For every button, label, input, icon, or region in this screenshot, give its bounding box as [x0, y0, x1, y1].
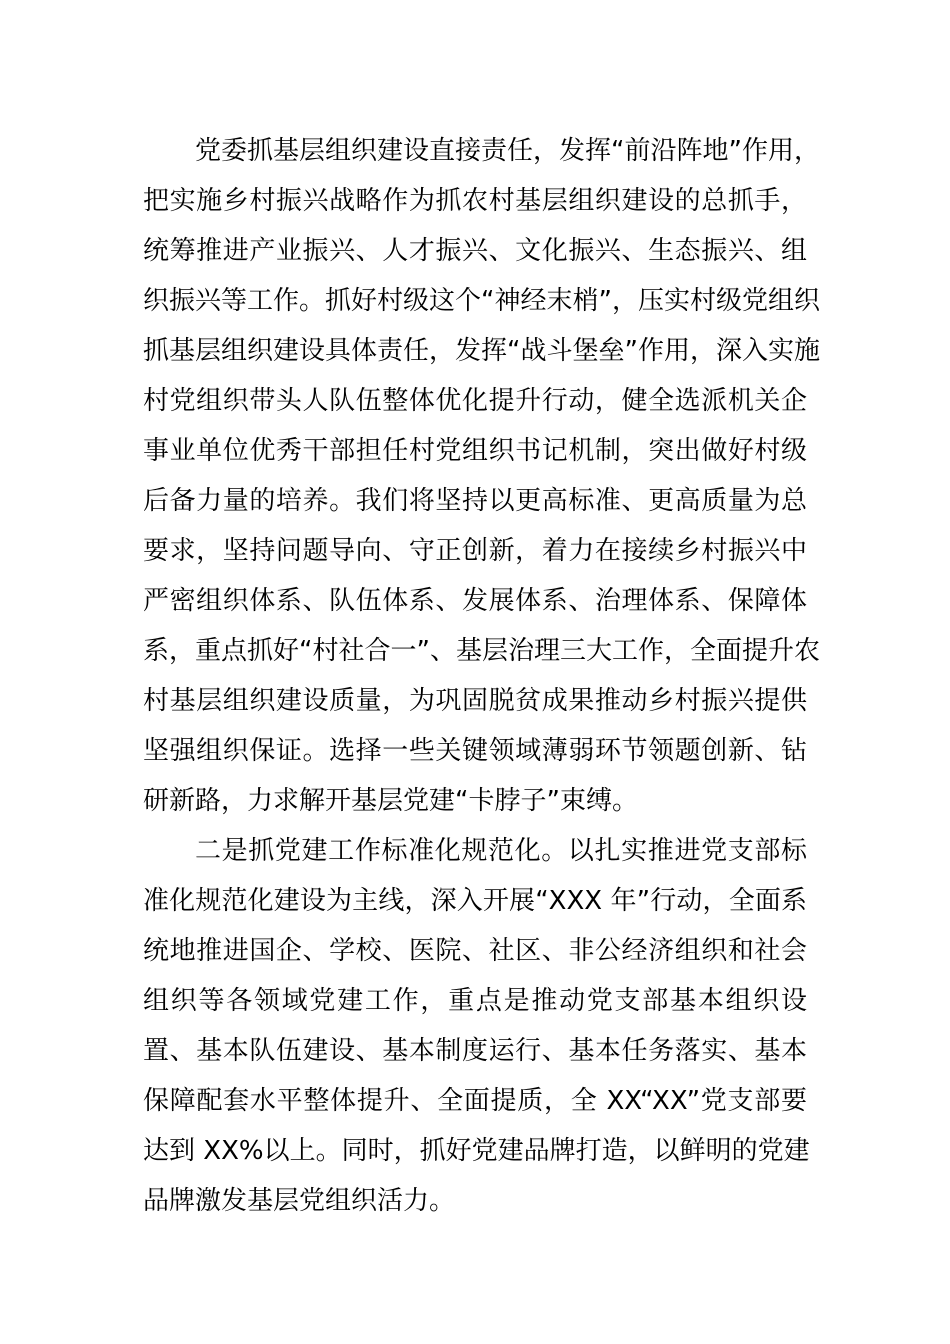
text-line: 事业单位优秀干部担任村党组织书记机制，突出做好村级: [143, 436, 807, 466]
text-line: 达到 XX%以上。同时，抓好党建品牌打造，以鲜明的党建: [143, 1136, 810, 1166]
text-line: 组织等各领域党建工作，重点是推动党支部基本组织设: [143, 986, 807, 1016]
text-line: 坚强组织保证。选择一些关键领域薄弱环节领题创新、钻: [143, 736, 807, 766]
text-line: 抓基层组织建设具体责任，发挥“战斗堡垒”作用，深入实施: [143, 336, 820, 366]
text-line: 统筹推进产业振兴、人才振兴、文化振兴、生态振兴、组: [143, 236, 807, 266]
text-line: 严密组织体系、队伍体系、发展体系、治理体系、保障体: [143, 586, 807, 616]
text-line: 系，重点抓好“村社合一”、基层治理三大工作，全面提升农: [143, 636, 820, 666]
text-line: 党委抓基层组织建设直接责任，发挥“前沿阵地”作用，: [195, 136, 820, 166]
text-line: 研新路，力求解开基层党建“卡脖子”束缚。: [143, 786, 638, 816]
document-body: [143, 126, 820, 1226]
text-line: 村基层组织建设质量，为巩固脱贫成果推动乡村振兴提供: [143, 686, 807, 716]
text-line: 统地推进国企、学校、医院、社区、非公经济组织和社会: [143, 936, 807, 966]
paragraph-village-organization: [143, 126, 820, 826]
text-line: 准化规范化建设为主线，深入开展“XXX 年”行动，全面系: [143, 886, 807, 916]
text-line: 织振兴等工作。抓好村级这个“神经末梢”，压实村级党组织: [143, 286, 820, 316]
text-line: 二是抓党建工作标准化规范化。以扎实推进党支部标: [195, 836, 807, 866]
paragraph-party-standardization: [143, 826, 810, 1226]
text-line: 置、基本队伍建设、基本制度运行、基本任务落实、基本: [143, 1036, 807, 1066]
text-line: 要求，坚持问题导向、守正创新，着力在接续乡村振兴中: [143, 536, 807, 566]
text-line: 后备力量的培养。我们将坚持以更高标准、更高质量为总: [143, 486, 807, 516]
text-line: 品牌激发基层党组织活力。: [143, 1186, 456, 1216]
text-line: 把实施乡村振兴战略作为抓农村基层组织建设的总抓手，: [143, 186, 807, 216]
text-line: 村党组织带头人队伍整体优化提升行动，健全选派机关企: [143, 386, 807, 416]
text-line: 保障配套水平整体提升、全面提质，全 XX“XX”党支部要: [143, 1086, 807, 1116]
